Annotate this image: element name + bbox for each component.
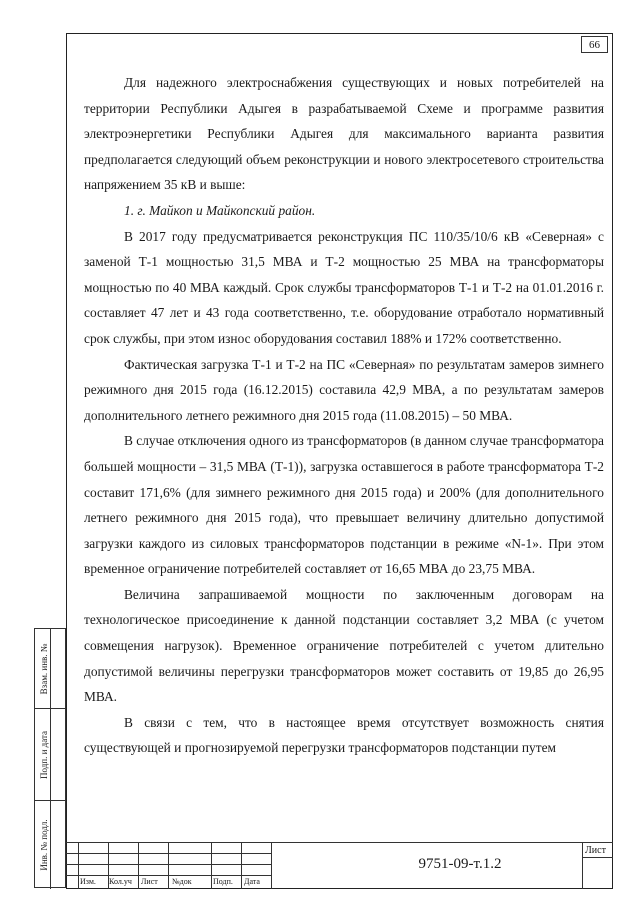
page-number: 66 xyxy=(581,36,608,53)
side-cell-orig xyxy=(35,801,65,889)
col-izm: Изм. xyxy=(80,877,96,886)
side-label-sign-date: Подп. и дата xyxy=(38,730,49,779)
col-data: Дата xyxy=(244,877,260,886)
section-heading: 1. г. Майкоп и Майкопский район. xyxy=(124,202,316,218)
paragraph-reconstruction: В 2017 году предусматривается реконструкция ПС 110/35/10/6 кВ «Северная» с заменой Т-1 мощностью 31,5 МВА и Т-2 мощностью 25 МВА на трансформаторы мощностью по 40 МВА каждый. Срок службы трансформаторов Т-1 и Т-2 на 01.01.2016 г. составляет 47 лет и 43 года соответственно, т.е. оборудование отработало нормативный срок службы, при этом износ оборудования составил 188% и 172% соответственно. xyxy=(84,228,604,346)
document-body xyxy=(84,70,604,761)
side-cell-inv xyxy=(35,629,65,709)
document-code: 9751-09-т.1.2 xyxy=(418,856,502,872)
side-label-inv-no: Взам. инв. № xyxy=(38,643,49,694)
col-kol: Кол.уч xyxy=(109,877,132,886)
side-stamp xyxy=(34,628,66,888)
paragraph-intro: Для надежного электроснабжения существующих и новых потребителей на территории Республики Адыгея в разрабатываемой Схеме и программе развития электроэнергетики Республики Адыгея для максимального варианта развития предполагается следующий объем реконструкции и нового электросетевого строительства напряжением 35 кВ и выше: xyxy=(84,75,604,193)
sheet-label: Лист xyxy=(585,845,606,856)
paragraph-requested-power: Величина запрашиваемой мощности по заключенным договорам на технологическое присоединение к данной подстанции составляет 3,2 МВА (с учетом совмещения нагрузок). Временное ограничение потребителей с учетом длительно допустимой величины перегрузки трансформаторов может составить от 19,85 до 26,95 МВА. xyxy=(84,586,604,705)
col-ndok: №док xyxy=(172,877,192,886)
side-label-inv-orig: Инв. № подл. xyxy=(38,819,49,871)
col-list: Лист xyxy=(141,877,158,886)
paragraph-load: Фактическая загрузка Т-1 и Т-2 на ПС «Северная» по результатам замеров зимнего режимного дня 2015 года (16.12.2015) составила 42,9 МВА, а по результатам замеров дополнительного летнего режимного дня 2015 года (11.08.2015) – 50 МВА. xyxy=(84,356,604,423)
side-cell-sign xyxy=(35,709,65,801)
col-podp: Подп. xyxy=(213,877,233,886)
paragraph-outage: В случае отключения одного из трансформаторов (в данном случае трансформатора большей мощности – 31,5 МВА (Т-1)), загрузка оставшегося в работе трансформатора Т-2 составит 171,6% (для зимнего режимного дня 2015 года) и 200% (для дополнительного летнего режимного дня 2015 года), что превышает величину длительно допустимой загрузки каждого из силовых трансформаторов подстанции в режиме «N-1». При этом временное ограничение потребителей составляет от 16,65 МВА до 23,75 МВА. xyxy=(84,433,604,577)
paragraph-continuation: В связи с тем, что в настоящее время отсутствует возможность снятия существующей и прогнозируемой перегрузки трансформаторов подстанции путем xyxy=(84,714,604,756)
